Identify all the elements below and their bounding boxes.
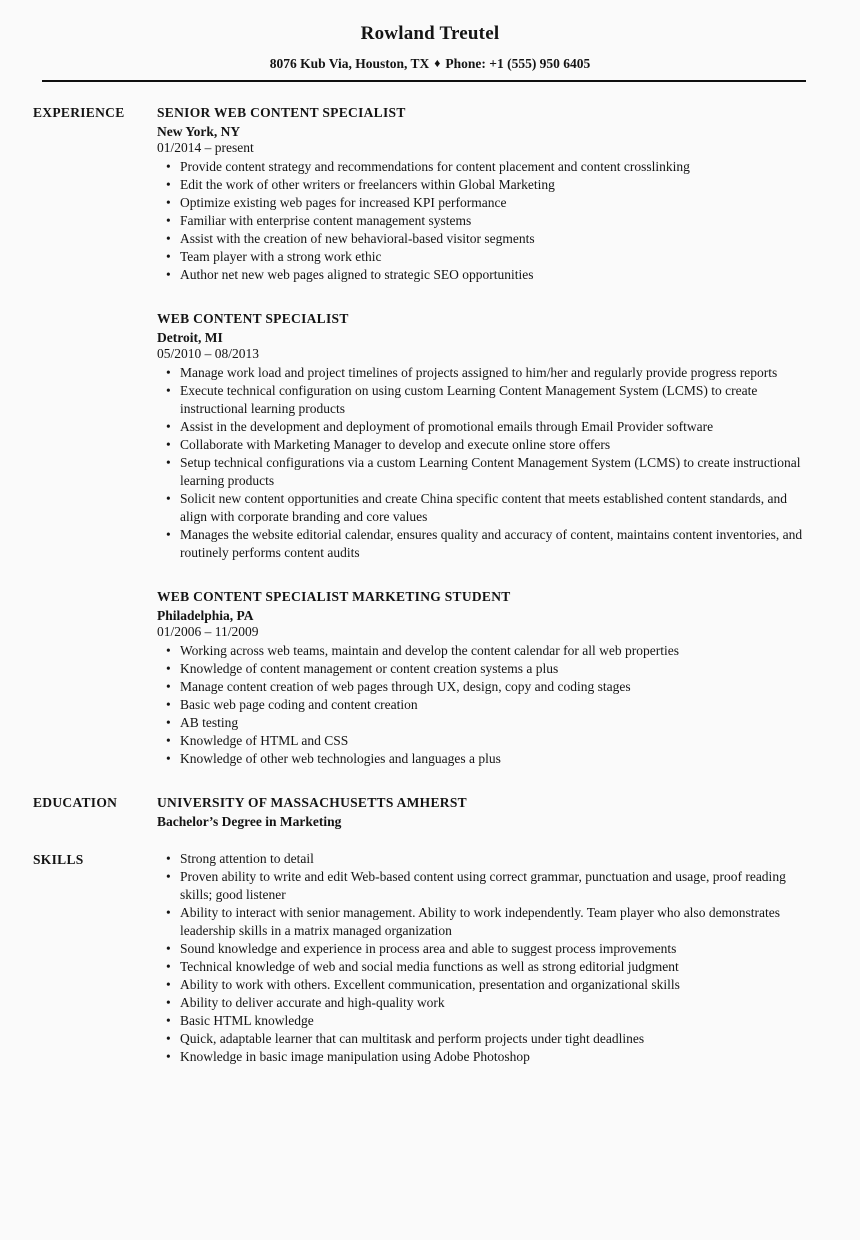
skill-item: • Quick, adaptable learner that can multitask and perform projects under tight deadlines xyxy=(157,1030,806,1048)
section-label-skills: SKILLS xyxy=(33,852,84,867)
job-location: Philadelphia, PA xyxy=(157,608,254,623)
bullet-item: • Familiar with enterprise content management systems xyxy=(157,212,806,230)
job-location: Detroit, MI xyxy=(157,330,223,345)
school-name: UNIVERSITY OF MASSACHUSETTS AMHERST xyxy=(157,795,467,810)
skill-item: • Sound knowledge and experience in process area and able to suggest process improvements xyxy=(157,940,806,958)
skill-item: • Knowledge in basic image manipulation using Adobe Photoshop xyxy=(157,1048,806,1066)
bullet-item: • Manage work load and project timelines of projects assigned to him/her and regularly provide progress reports xyxy=(157,364,806,382)
skill-item: • Ability to interact with senior management. Ability to work independently. Team player who also demonstrates leadership skills in a matrix managed organization xyxy=(157,904,806,940)
bullet-item: • Manage content creation of web pages through UX, design, copy and coding stages xyxy=(157,678,806,696)
skills-bullet-list xyxy=(157,850,806,1066)
bullet-item: • Author net new web pages aligned to strategic SEO opportunities xyxy=(157,266,806,284)
section-label-experience: EXPERIENCE xyxy=(33,105,125,120)
diamond-icon: ♦ xyxy=(434,56,441,70)
contact-address: 8076 Kub Via, Houston, TX xyxy=(269,56,430,71)
bullet-item: • Solicit new content opportunities and create China specific content that meets established content standards, and align with corporate branding and core values xyxy=(157,490,806,526)
skill-item: • Proven ability to write and edit Web-based content using correct grammar, punctuation and usage, proof reading skills; good listener xyxy=(157,868,806,904)
skill-item: • Strong attention to detail xyxy=(157,850,806,868)
bullet-item: • AB testing xyxy=(157,714,806,732)
bullet-item: • Working across web teams, maintain and develop the content calendar for all web properties xyxy=(157,642,806,660)
skill-item: • Basic HTML knowledge xyxy=(157,1012,806,1030)
job-title: WEB CONTENT SPECIALIST xyxy=(157,311,349,326)
skills-entry xyxy=(157,850,806,1066)
skill-item: • Ability to deliver accurate and high-quality work xyxy=(157,994,806,1012)
section-education xyxy=(33,793,806,830)
contact-line xyxy=(0,56,860,72)
bullet-item: • Edit the work of other writers or freelancers within Global Marketing xyxy=(157,176,806,194)
bullet-item: • Knowledge of content management or content creation systems a plus xyxy=(157,660,806,678)
education-entry xyxy=(157,793,806,830)
degree-name: Bachelor’s Degree in Marketing xyxy=(157,814,342,829)
job-dates: 01/2014 – present xyxy=(157,140,254,155)
bullet-item: • Basic web page coding and content creation xyxy=(157,696,806,714)
bullet-item: • Knowledge of HTML and CSS xyxy=(157,732,806,750)
bullet-item: • Provide content strategy and recommendations for content placement and content crosslinking xyxy=(157,158,806,176)
contact-phone: Phone: +1 (555) 950 6405 xyxy=(445,56,591,71)
job-title: SENIOR WEB CONTENT SPECIALIST xyxy=(157,105,406,120)
resume-header xyxy=(0,0,860,82)
bullet-item: • Assist with the creation of new behavioral-based visitor segments xyxy=(157,230,806,248)
section-label-education: EDUCATION xyxy=(33,795,118,810)
job-dates: 05/2010 – 08/2013 xyxy=(157,346,260,361)
bullet-item: • Collaborate with Marketing Manager to develop and execute online store offers xyxy=(157,436,806,454)
skill-item: • Technical knowledge of web and social media functions as well as strong editorial judgment xyxy=(157,958,806,976)
bullet-item: • Optimize existing web pages for increased KPI performance xyxy=(157,194,806,212)
job-bullet-list xyxy=(157,158,806,284)
bullet-item: • Execute technical configuration on using custom Learning Content Management System (LCMS) to create instructional learning products xyxy=(157,382,806,418)
job-bullet-list xyxy=(157,364,806,562)
job-bullet-list xyxy=(157,642,806,768)
resume-body xyxy=(0,82,860,1066)
job-title: WEB CONTENT SPECIALIST MARKETING STUDENT xyxy=(157,589,511,604)
job-location: New York, NY xyxy=(157,124,241,139)
bullet-item: • Knowledge of other web technologies and languages a plus xyxy=(157,750,806,768)
section-experience xyxy=(33,103,806,768)
job-entry-3 xyxy=(157,587,806,768)
bullet-item: • Assist in the development and deployment of promotional emails through Email Provider software xyxy=(157,418,806,436)
section-skills xyxy=(33,850,806,1066)
bullet-item: • Manages the website editorial calendar, ensures quality and accuracy of content, maintains content inventories, and routinely performs content audits xyxy=(157,526,806,562)
bullet-item: • Setup technical configurations via a custom Learning Content Management System (LCMS) to create instructional learning products xyxy=(157,454,806,490)
job-entry-1 xyxy=(157,103,806,284)
job-entry-2 xyxy=(157,309,806,562)
bullet-item: • Team player with a strong work ethic xyxy=(157,248,806,266)
job-dates: 01/2006 – 11/2009 xyxy=(157,624,259,639)
person-name: Rowland Treutel xyxy=(360,23,500,44)
experience-entries xyxy=(157,103,806,768)
skill-item: • Ability to work with others. Excellent communication, presentation and organizational skills xyxy=(157,976,806,994)
